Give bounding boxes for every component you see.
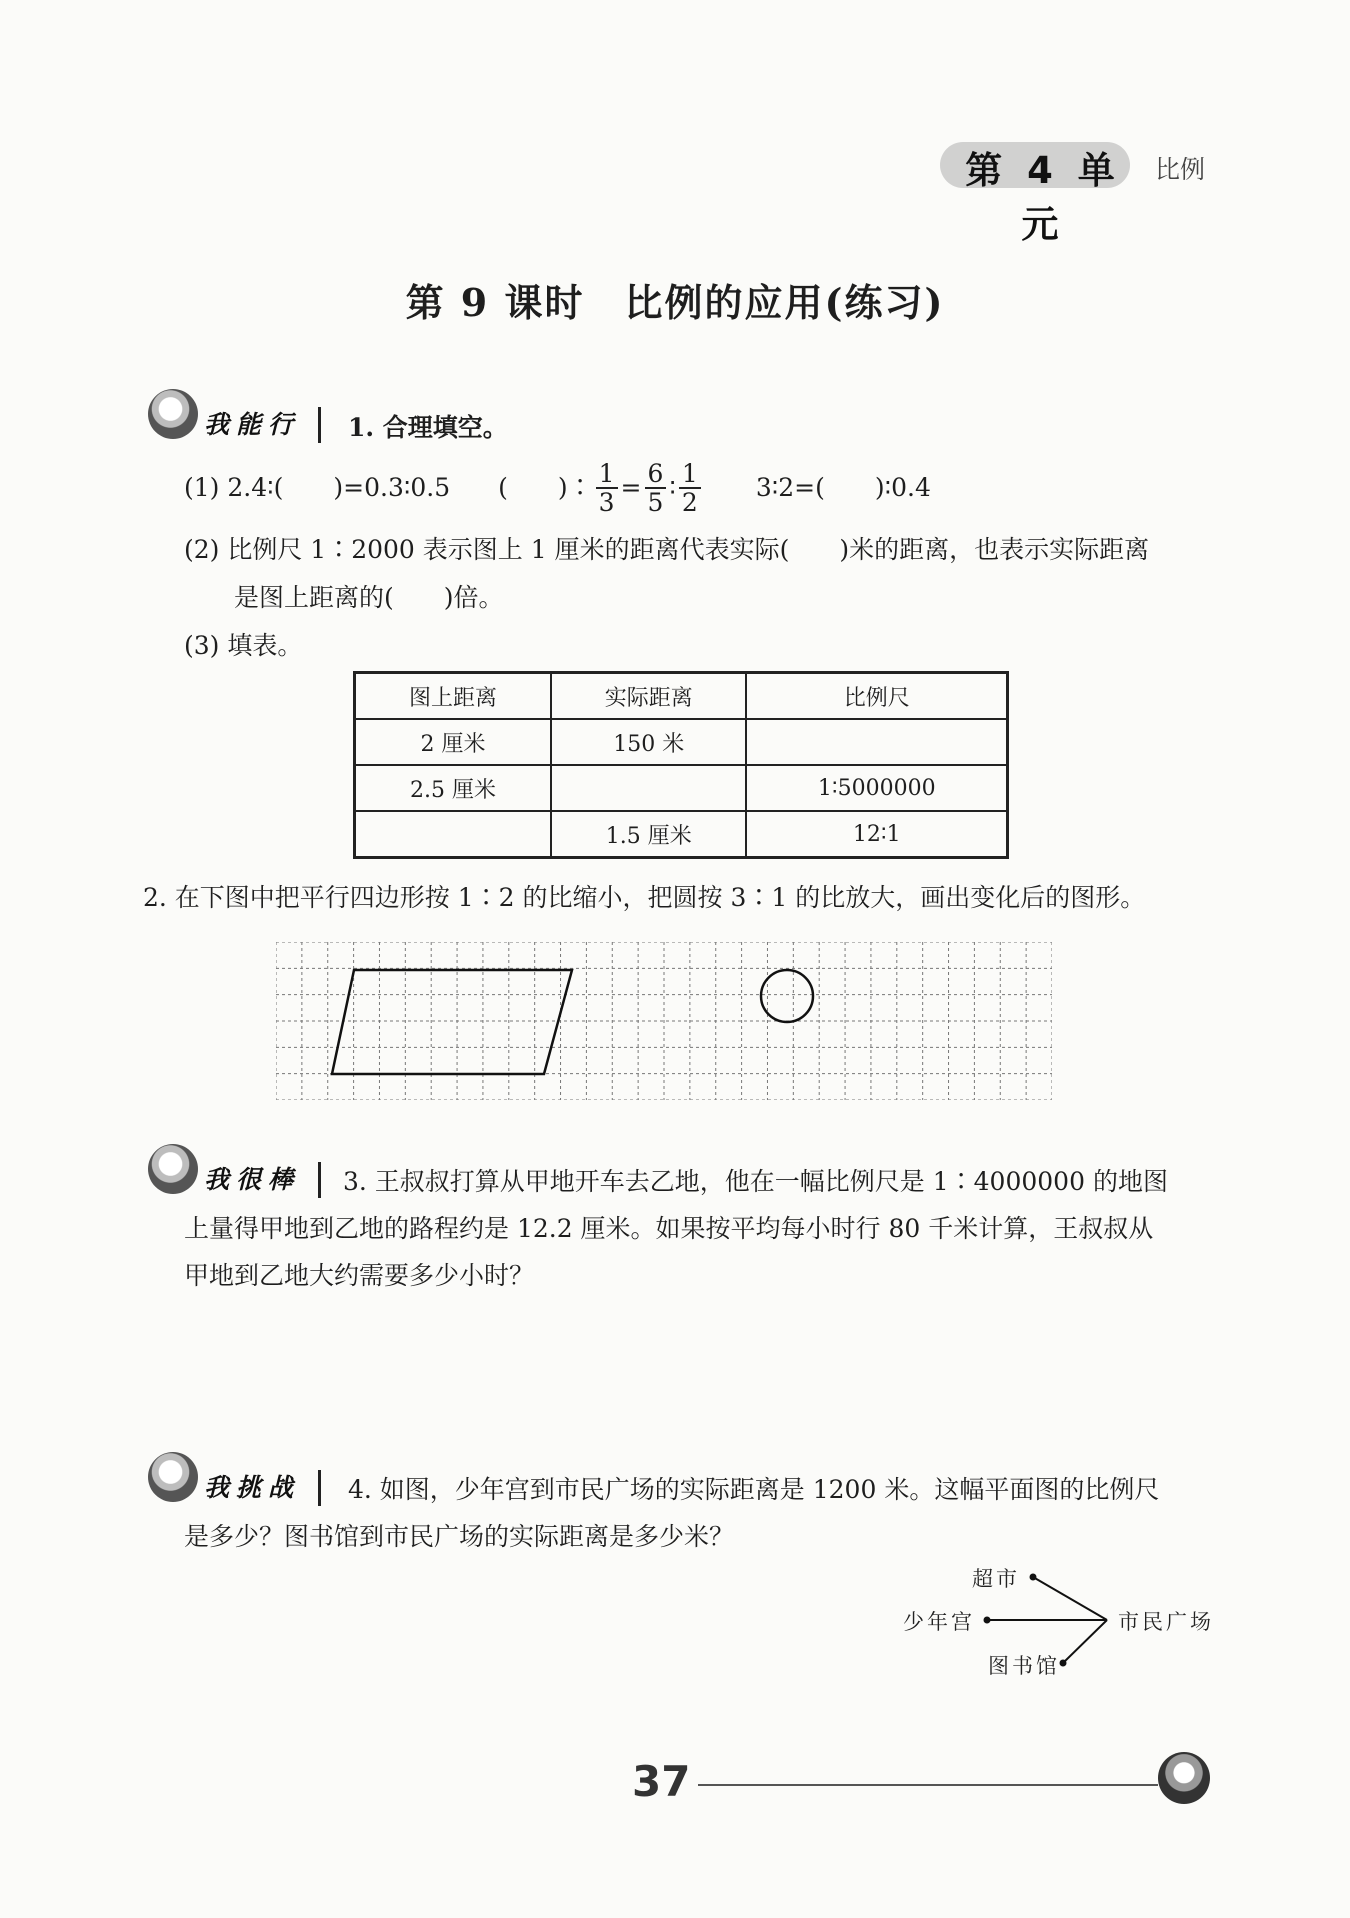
dashed-grid [276, 942, 1052, 1100]
fill-in-table [353, 671, 1009, 859]
table-header: 实际距离 [551, 673, 746, 720]
divider [318, 407, 321, 443]
fraction-1-3: $\frac{1}{3}$ [596, 460, 618, 517]
question-1-part-2-line-2: 是图上距离的( )倍。 [234, 583, 504, 612]
fraction-1-2: $\frac{1}{2}$ [679, 460, 701, 517]
table-header: 图上距离 [355, 673, 552, 720]
table-header-row [355, 673, 1008, 720]
table-row [355, 765, 1008, 811]
table-cell: 12∶1 [746, 811, 1007, 858]
question-1-part-2-line-1: (2) 比例尺 1∶2000 表示图上 1 厘米的距离代表实际( )米的距离，也表示实际距离 [184, 535, 1150, 564]
question-1-part-1: (1) 2.4∶( )=0.3∶0.5 ( )∶ $\frac{1}{3}$ = $\frac{6}{5}$ ∶ $\frac{1}{2}$ 3∶2=( )∶0.4 [184, 458, 931, 517]
unit-subtitle: 比例 [1155, 155, 1206, 184]
road-supermarket-plaza [1033, 1577, 1107, 1620]
table-cell: 2.5 厘米 [355, 765, 552, 811]
divider [318, 1470, 321, 1506]
cartoon-mascot-icon [1158, 1752, 1210, 1804]
label-library: 图书馆 [988, 1654, 1060, 1678]
parallelogram-shape [332, 970, 572, 1074]
table-cell: 1.5 厘米 [551, 811, 746, 858]
label-youth-palace: 少年宫 [903, 1610, 975, 1634]
lesson-title: 第 9 课时 比例的应用(练习) [405, 280, 945, 325]
table-cell-blank[interactable] [355, 811, 552, 858]
table-cell-blank[interactable] [551, 765, 746, 811]
question-2-text: 2. 在下图中把平行四边形按 1∶2 的比缩小，把圆按 3∶1 的比放大，画出变化后的图形。 [143, 883, 1146, 912]
table-row [355, 811, 1008, 858]
section-tag-1 [148, 403, 328, 453]
question-4-line-2: 是多少？图书馆到市民广场的实际距离是多少米？ [184, 1522, 735, 1551]
blank-1c: 3∶2=( )∶0.4 [755, 473, 931, 503]
section-tag-label: 我挑战 [204, 1473, 301, 1502]
library-point [1060, 1660, 1067, 1667]
road-library-plaza [1063, 1620, 1107, 1663]
question-1-part-3: (3) 填表。 [184, 631, 303, 660]
table-cell: 150 米 [551, 719, 746, 765]
question-1-title: 1. 合理填空。 [348, 413, 508, 442]
footer-rule [698, 1784, 1158, 1786]
fraction-6-5: $\frac{6}{5}$ [645, 460, 667, 517]
question-3-line-1: 3. 王叔叔打算从甲地开车去乙地，他在一幅比例尺是 1∶4000000 的地图 [343, 1167, 1168, 1196]
blank-1b: ( )∶ [498, 473, 593, 503]
table-cell-blank[interactable] [746, 719, 1007, 765]
supermarket-point [1030, 1574, 1037, 1581]
blank-1a: 2.4∶( )=0.3∶0.5 [227, 473, 451, 503]
section-tag-label: 我能行 [204, 410, 301, 439]
section-tag-2 [148, 1158, 328, 1208]
circle-shape [761, 970, 813, 1022]
section-tag-3 [148, 1466, 328, 1516]
question-3-line-2: 上量得甲地到乙地的路程约是 12.2 厘米。如果按平均每小时行 80 千米计算，王叔叔从 [184, 1214, 1154, 1243]
page-number: 37 [632, 1757, 691, 1806]
grid-drawing-area[interactable] [276, 942, 1052, 1100]
table-row [355, 719, 1008, 765]
table-cell: 1∶5000000 [746, 765, 1007, 811]
label-plaza: 市民广场 [1118, 1610, 1214, 1634]
label-supermarket: 超市 [972, 1567, 1020, 1591]
cartoon-girl-icon [148, 1452, 198, 1502]
cartoon-girl-icon [148, 389, 198, 439]
table-header: 比例尺 [746, 673, 1007, 720]
cartoon-girl-icon [148, 1144, 198, 1194]
table-cell: 2 厘米 [355, 719, 552, 765]
unit-title: 第 4 单元 [965, 149, 1121, 246]
divider [318, 1162, 321, 1198]
youth-palace-point [984, 1617, 991, 1624]
section-tag-label: 我很棒 [204, 1165, 301, 1194]
question-4-line-1: 4. 如图，少年宫到市民广场的实际距离是 1200 米。这幅平面图的比例尺 [348, 1475, 1160, 1504]
question-3-line-3: 甲地到乙地大约需要多少小时？ [184, 1261, 535, 1290]
